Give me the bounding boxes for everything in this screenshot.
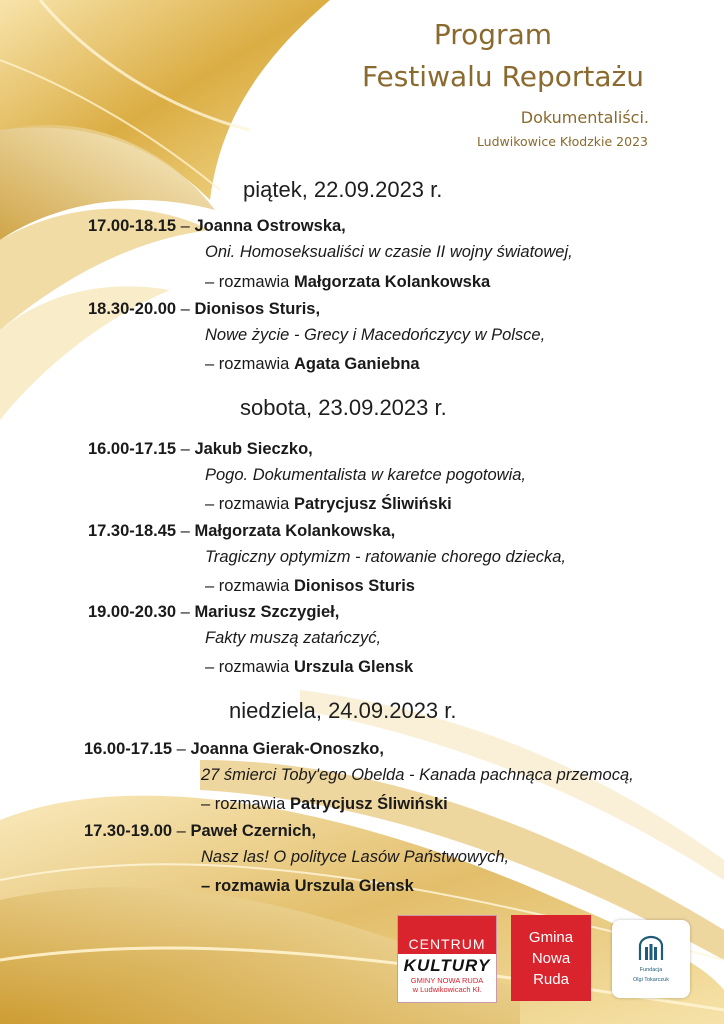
- event-speaker: Dionisos Sturis,: [194, 300, 321, 318]
- event-title: Pogo. Dokumentalista w karetce pogotowia,: [205, 466, 527, 484]
- moderator-name: Agata Ganiebna: [293, 355, 420, 373]
- event-time: 19.00-20.30: [88, 603, 177, 621]
- event-speaker: Małgorzata Kolankowska,: [194, 522, 396, 540]
- event-row: [88, 599, 339, 625]
- moderator-name: Patrycjusz Śliwiński: [289, 795, 448, 813]
- fundacja-label-2: Olgi Tokarczuk: [633, 977, 669, 983]
- event-separator: –: [180, 300, 190, 318]
- event-row: [88, 436, 313, 462]
- centrum-sub2: w Ludwikowicach Kł.: [412, 985, 482, 994]
- kultury-label: KULTURY: [403, 956, 491, 975]
- event-row: [88, 213, 346, 239]
- moderator-prefix: – rozmawia: [205, 658, 290, 676]
- event-speaker: Joanna Gierak-Onoszko,: [190, 740, 384, 758]
- moderator-name: Małgorzata Kolankowska: [293, 273, 491, 291]
- event-moderator-line: [205, 573, 415, 599]
- moderator-name: Dionisos Sturis: [293, 577, 415, 595]
- subtitle-place-year: Ludwikowice Kłodzkie 2023: [476, 134, 648, 149]
- gmina-word-1: Gmina: [528, 928, 574, 946]
- moderator-name: Patrycjusz Śliwiński: [293, 495, 452, 513]
- moderator-prefix: – rozmawia: [201, 795, 286, 813]
- moderator-name: Urszula Glensk: [294, 877, 414, 895]
- event-time: 17.30-19.00: [84, 822, 173, 840]
- centrum-sub1: GMINY NOWA RUDA: [410, 976, 484, 985]
- event-title: Nowe życie - Grecy i Macedończycy w Polsce,: [205, 326, 546, 344]
- fundacja-label-1: Fundacja: [639, 967, 663, 973]
- gmina-nowa-ruda-logo: [511, 915, 591, 1001]
- fundacja-olgi-tokarczuk-logo: [612, 920, 690, 998]
- moderator-prefix: – rozmawia: [205, 577, 290, 595]
- event-title: Nasz las! O polityce Lasów Państwowych,: [201, 848, 510, 866]
- event-speaker: Joanna Ostrowska,: [194, 217, 346, 235]
- event-speaker: Jakub Sieczko,: [194, 440, 313, 458]
- event-moderator-line: [205, 654, 413, 680]
- event-title: Tragiczny optymizm - ratowanie chorego dziecka,: [205, 548, 567, 566]
- event-title: Oni. Homoseksualiści w czasie II wojny światowej,: [205, 243, 573, 261]
- event-speaker: Mariusz Szczygieł,: [194, 603, 340, 621]
- event-moderator-line: [205, 269, 490, 295]
- title-program: Program: [433, 18, 552, 51]
- gmina-word-3: Ruda: [533, 970, 569, 988]
- event-time: 17.00-18.15: [88, 217, 177, 235]
- event-speaker: Paweł Czernich,: [190, 822, 317, 840]
- event-time: 16.00-17.15: [84, 740, 173, 758]
- event-separator: –: [180, 522, 190, 540]
- day-heading-saturday: sobota, 23.09.2023 r.: [240, 395, 447, 420]
- event-title: 27 śmierci Toby'ego Obelda - Kanada pachnąca przemocą,: [201, 766, 634, 784]
- title-festival: Festiwalu Reportażu: [361, 60, 644, 93]
- event-separator: –: [180, 217, 190, 235]
- event-title: Fakty muszą zatańczyć,: [205, 629, 382, 647]
- moderator-prefix: – rozmawia: [205, 355, 290, 373]
- gmina-word-2: Nowa: [531, 949, 571, 967]
- event-time: 16.00-17.15: [88, 440, 177, 458]
- event-moderator-line: [205, 351, 420, 377]
- moderator-name: Urszula Glensk: [293, 658, 414, 676]
- event-moderator-line: [201, 873, 414, 899]
- centrum-label: CENTRUM: [398, 916, 496, 954]
- fundacja-building-icon: [636, 934, 666, 964]
- moderator-prefix: – rozmawia: [201, 877, 290, 895]
- event-row: [88, 518, 395, 544]
- event-time: 17.30-18.45: [88, 522, 177, 540]
- centrum-kultury-logo: [397, 915, 497, 1003]
- event-row: [84, 736, 384, 762]
- event-separator: –: [176, 822, 186, 840]
- event-separator: –: [180, 440, 190, 458]
- day-heading-sunday: niedziela, 24.09.2023 r.: [229, 698, 457, 723]
- day-heading-friday: piątek, 22.09.2023 r.: [243, 177, 443, 202]
- moderator-prefix: – rozmawia: [205, 495, 290, 513]
- moderator-prefix: – rozmawia: [205, 273, 290, 291]
- event-row: [88, 296, 320, 322]
- event-moderator-line: [201, 791, 448, 817]
- event-moderator-line: [205, 491, 452, 517]
- event-separator: –: [176, 740, 186, 758]
- event-row: [84, 818, 316, 844]
- subtitle-edition: Dokumentaliści.: [520, 108, 649, 127]
- event-time: 18.30-20.00: [88, 300, 177, 318]
- event-separator: –: [180, 603, 190, 621]
